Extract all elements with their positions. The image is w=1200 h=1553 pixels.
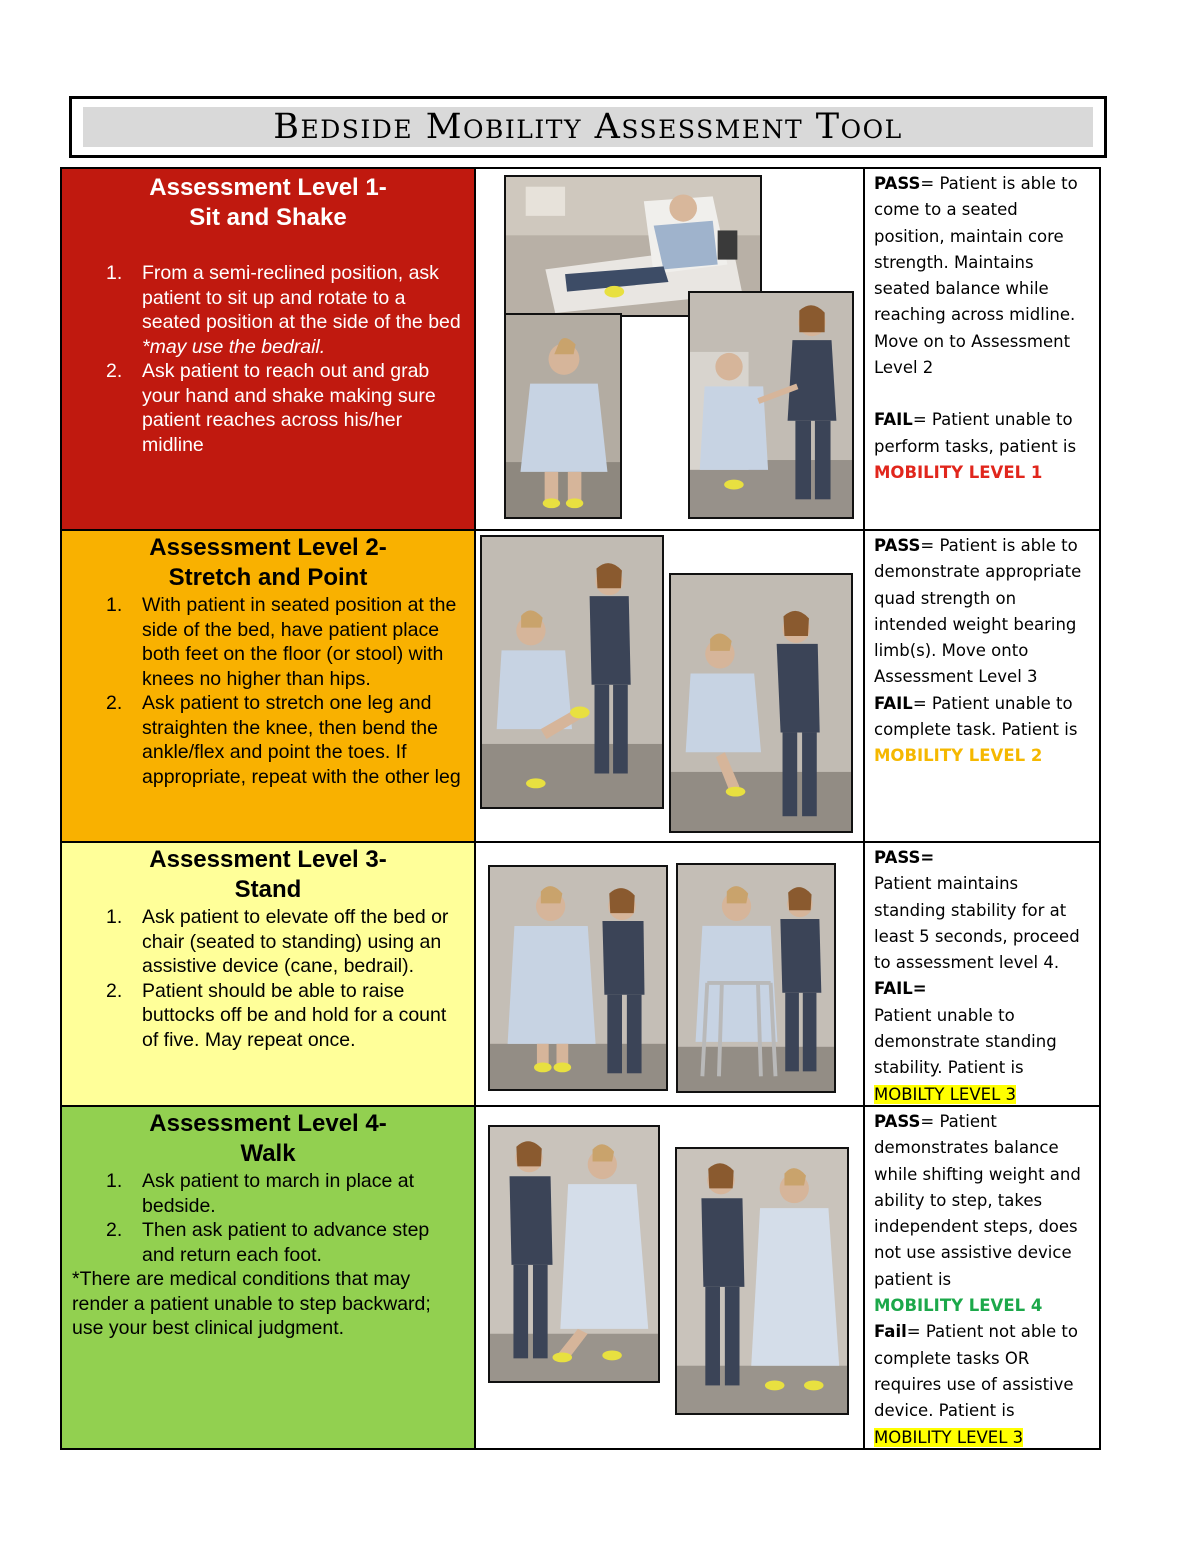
bedrail-note: *may use the bedrail. bbox=[142, 335, 326, 358]
level-3-fail-text: Patient unable to demonstrate standing stability. Patient is bbox=[874, 1005, 1057, 1078]
list-item: 2. Ask patient to stretch one leg and straighten the knee, then bend the ankle/flex and point the toes. If appropriate, repeat with the other leg bbox=[106, 692, 461, 788]
level-1-instructions bbox=[62, 169, 476, 531]
patient-stepping-with-nurse-photo bbox=[675, 1147, 849, 1415]
level-2-steps bbox=[62, 593, 474, 789]
list-item: 2. Ask patient to reach out and grab your hand and shake making sure patient reaches across his/her midline bbox=[106, 360, 436, 456]
level-3-mobility-level: MOBILTY LEVEL 3 bbox=[874, 1084, 1016, 1104]
level-3-results bbox=[865, 843, 1101, 1107]
level-4-fail-mobility-level: MOBILITY LEVEL 3 bbox=[874, 1427, 1024, 1447]
title-box bbox=[69, 96, 1107, 158]
level-4-subheading: Walk bbox=[240, 1140, 296, 1167]
level-2-photos bbox=[476, 531, 865, 843]
level-2-heading: Assessment Level 2- bbox=[149, 534, 387, 561]
level-4-results bbox=[865, 1107, 1101, 1450]
level-3-row bbox=[62, 843, 1101, 1107]
level-2-pass-text: = Patient is able to demonstrate appropriate quad strength on intended weight bearing limb(s). Move onto Assessment Level 3 bbox=[874, 536, 1082, 687]
level-2-pass-label: PASS bbox=[874, 536, 921, 555]
level-2-results bbox=[865, 531, 1101, 843]
level-3-photos bbox=[476, 843, 865, 1107]
patient-seated-at-bedside-photo bbox=[504, 313, 622, 519]
title-banner bbox=[83, 107, 1093, 147]
level-3-steps bbox=[62, 905, 474, 1052]
list-item: 1. With patient in seated position at the side of the bed, have patient place both feet on the floor (or stool) with knees no higher than hips. bbox=[106, 594, 457, 690]
patient-shaking-hand-with-nurse-photo bbox=[688, 291, 854, 519]
level-1-steps bbox=[62, 261, 474, 457]
level-1-mobility-level: MOBILITY LEVEL 1 bbox=[874, 462, 1043, 482]
list-item: 2. Then ask patient to advance step and return each foot. bbox=[106, 1219, 430, 1266]
level-3-instructions bbox=[62, 843, 476, 1107]
level-1-row bbox=[62, 169, 1101, 531]
patient-standing-with-walker-photo bbox=[676, 863, 836, 1093]
list-item: 2. Patient should be able to raise buttocks off be and hold for a count of five. May repeat once. bbox=[106, 979, 447, 1051]
level-1-photos bbox=[476, 169, 865, 531]
patient-standing-with-nurse-photo bbox=[488, 865, 668, 1091]
level-1-subheading: Sit and Shake bbox=[189, 204, 347, 231]
level-1-results bbox=[865, 169, 1101, 531]
level-4-instructions bbox=[62, 1107, 476, 1450]
list-item: 1. Ask patient to elevate off the bed or chair (seated to standing) using an assistive device (cane, bedrail). bbox=[106, 906, 449, 977]
patient-leg-stretch-photo bbox=[480, 535, 664, 809]
level-1-pass-label: PASS bbox=[874, 174, 921, 193]
level-1-heading: Assessment Level 1- bbox=[149, 174, 387, 201]
level-3-subheading: Stand bbox=[234, 876, 302, 903]
level-3-pass-label: PASS= bbox=[874, 848, 935, 867]
list-item: 1. Ask patient to march in place at bedside. bbox=[106, 1170, 415, 1217]
level-4-photos bbox=[476, 1107, 865, 1450]
assessment-table bbox=[60, 167, 1101, 1450]
level-4-row bbox=[62, 1107, 1101, 1450]
level-4-pass-label: PASS bbox=[874, 1112, 921, 1131]
level-3-heading: Assessment Level 3- bbox=[149, 846, 387, 873]
patient-toe-point-photo bbox=[669, 573, 853, 833]
list-item: 1. From a semi-reclined position, ask patient to sit up and rotate to a seated position at the side of the bed *may use the bedrail. bbox=[106, 262, 461, 358]
level-2-row bbox=[62, 531, 1101, 843]
page-title: Bedside Mobility Assessment Tool bbox=[273, 107, 903, 147]
level-4-steps bbox=[62, 1169, 474, 1267]
level-4-pass-text: = Patient demonstrates balance while shifting weight and ability to step, takes independent steps, does not use assistive device patient is bbox=[874, 1112, 1081, 1289]
level-1-fail-label: FAIL bbox=[874, 410, 913, 430]
level-2-mobility-level: MOBILITY LEVEL 2 bbox=[874, 746, 1043, 766]
level-4-fail-text: = Patient not able to complete tasks OR requires use of assistive device. Patient is bbox=[874, 1322, 1078, 1421]
level-3-pass-text: Patient maintains standing stability for at least 5 seconds, proceed to assessment level 4. bbox=[874, 874, 1080, 973]
level-4-fail-label: Fail bbox=[874, 1322, 907, 1342]
level-1-fail-text: = Patient unable to perform tasks, patient is bbox=[874, 410, 1077, 456]
level-2-subheading: Stretch and Point bbox=[168, 564, 368, 591]
level-1-pass-text: = Patient is able to come to a seated position, maintain core strength. Maintains seated balance while reaching across midline. Move on to Assessment Level 2 bbox=[874, 174, 1078, 378]
level-3-fail-label: FAIL= bbox=[874, 979, 927, 999]
level-2-fail-label: FAIL bbox=[874, 693, 913, 713]
level-4-footnote: *There are medical conditions that may render a patient unable to step backward; use your best clinical judgment. bbox=[72, 1268, 431, 1339]
level-4-pass-mobility-level: MOBILITY LEVEL 4 bbox=[874, 1296, 1043, 1316]
patient-marching-in-place-photo bbox=[488, 1125, 660, 1383]
level-2-fail-text: = Patient unable to complete task. Patient is bbox=[874, 693, 1078, 740]
level-2-instructions bbox=[62, 531, 476, 843]
level-4-heading: Assessment Level 4- bbox=[149, 1110, 387, 1137]
